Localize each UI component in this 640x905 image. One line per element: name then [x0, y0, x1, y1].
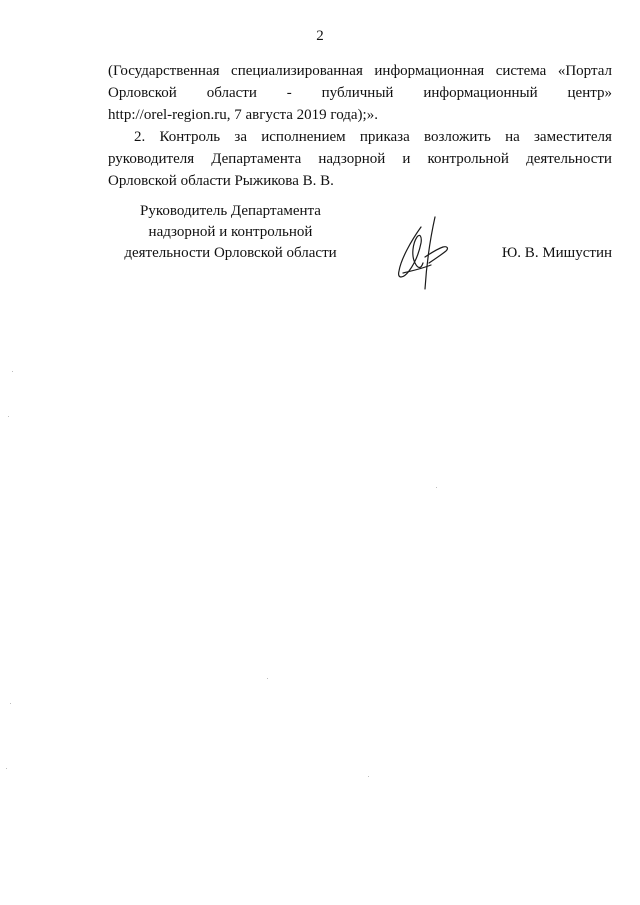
page-number: 2 — [316, 28, 324, 44]
paragraph-1-line-1 — [108, 60, 612, 82]
signer-position — [108, 201, 353, 264]
scan-speck — [10, 703, 11, 704]
scan-speck — [436, 487, 437, 488]
word: информационный — [423, 85, 538, 101]
signer-name: Ю. В. Мишустин — [501, 245, 612, 261]
handwritten-signature-icon — [391, 213, 463, 291]
word: и — [402, 151, 411, 167]
word: деятельности — [526, 151, 612, 167]
scan-speck — [12, 371, 13, 372]
paragraph-2-line-2 — [108, 148, 612, 170]
scan-speck — [6, 768, 7, 769]
word: система — [495, 63, 547, 79]
word: Орловской — [108, 85, 177, 101]
word: Департамента — [211, 151, 302, 167]
word: за — [234, 129, 247, 145]
word: публичный — [321, 85, 394, 101]
word: на — [505, 129, 520, 145]
scan-speck — [368, 776, 369, 777]
signer-position-line: надзорной и контрольной — [148, 224, 313, 240]
word: руководителя — [108, 151, 195, 167]
scan-speck — [8, 416, 9, 417]
word: приказа — [359, 129, 410, 145]
word: надзорной — [318, 151, 386, 167]
word: исполнением — [261, 129, 346, 145]
word: области — [206, 85, 257, 101]
word: Контроль — [159, 129, 221, 145]
word: (Государственная — [108, 63, 220, 79]
paragraph-2-line-3: Орловской области Рыжикова В. В. — [108, 173, 334, 189]
word: «Портал — [557, 63, 612, 79]
signer-position-line: Руководитель Департамента — [140, 203, 321, 219]
paragraph-1-line-2 — [108, 82, 612, 104]
word: центр» — [567, 85, 612, 101]
word: 2. — [134, 129, 146, 145]
paragraph-1-line-3: http://orel-region.ru, 7 августа 2019 года);». — [108, 107, 378, 123]
word: возложить — [424, 129, 491, 145]
word: - — [286, 85, 292, 101]
signature-block — [108, 201, 612, 291]
word: контрольной — [427, 151, 509, 167]
word: информационная — [374, 63, 485, 79]
document-body — [108, 60, 612, 192]
word: заместителя — [534, 129, 612, 145]
signer-position-line: деятельности Орловской области — [124, 245, 337, 261]
word: специализированная — [231, 63, 363, 79]
paragraph-2-line-1 — [108, 126, 612, 148]
scan-speck — [267, 678, 268, 679]
